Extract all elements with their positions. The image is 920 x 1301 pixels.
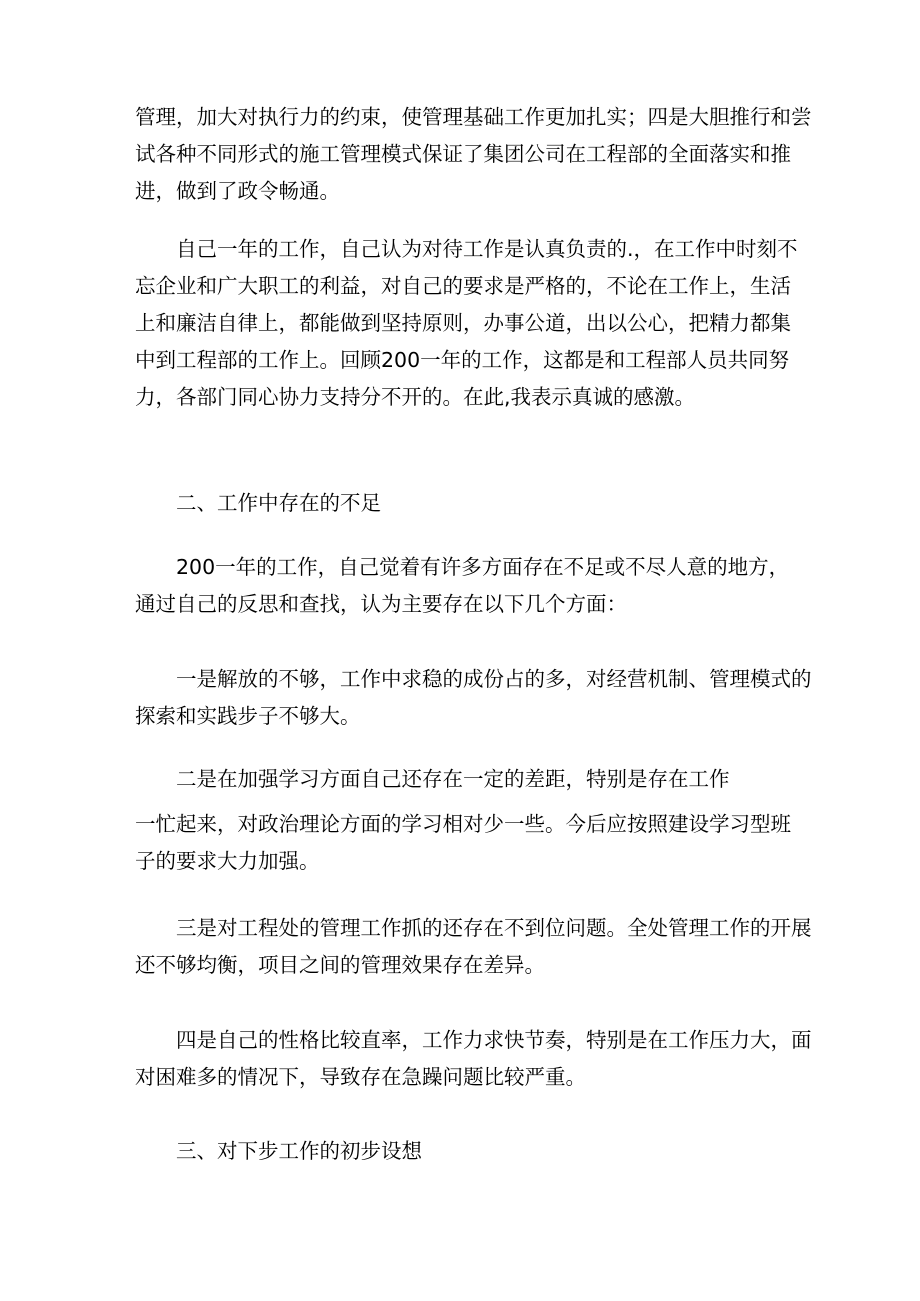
text-line: 一是解放的不够，工作中求稳的成份占的多，对经营机制、管理模式的 xyxy=(176,667,812,691)
text-line: 力，各部门同心协力支持分不开的。在此,我表示真诚的感激。 xyxy=(135,385,696,409)
paragraph-point-two xyxy=(135,761,795,880)
heading-line: 二、工作中存在的不足 xyxy=(176,491,381,515)
text-line: 三是对工程处的管理工作抓的还存在不到位问题。全处管理工作的开展 xyxy=(176,916,812,940)
text-line: 进，做到了政令畅通。 xyxy=(135,179,340,203)
text-line: 上和廉洁自律上，都能做到坚持原则，办事公道，出以公心，把精力都集 xyxy=(135,311,791,335)
text-line: 还不够均衡，项目之间的管理效果存在差异。 xyxy=(135,953,545,977)
paragraph-point-one xyxy=(135,661,812,735)
text-line: 自己一年的工作，自己认为对待工作是认真负责的.，在工作中时刻不 xyxy=(176,237,798,261)
section-heading-next-steps xyxy=(135,1133,795,1170)
text-line: 四是自己的性格比较直率，工作力求快节奏，特别是在工作压力大，面 xyxy=(176,1028,812,1052)
text-line: 通过自己的反思和查找，认为主要存在以下几个方面： xyxy=(135,592,627,616)
text-line: 管理，加大对执行力的约束，使管理基础工作更加扎实；四是大胆推行和尝 xyxy=(135,105,812,129)
text-line: 一忙起来，对政治理论方面的学习相对少一些。今后应按照建设学习型班 xyxy=(135,812,791,836)
heading-line: 三、对下步工作的初步设想 xyxy=(176,1139,422,1163)
text-line: 200一年的工作，自己觉着有许多方面存在不足或不尽人意的地方， xyxy=(176,555,790,579)
text-line: 探索和实践步子不够大。 xyxy=(135,704,361,728)
text-line: 二是在加强学习方面自己还存在一定的差距，特别是存在工作 xyxy=(176,767,730,791)
text-line: 子的要求大力加强。 xyxy=(135,849,320,873)
paragraph-self-assessment xyxy=(135,231,798,416)
paragraph-management-summary xyxy=(135,99,812,210)
text-line: 忘企业和广大职工的利益，对自己的要求是严格的，不论在工作上，生活 xyxy=(135,274,791,298)
paragraph-point-four xyxy=(135,1022,812,1096)
text-line: 试各种不同形式的施工管理模式保证了集团公司在工程部的全面落实和推 xyxy=(135,142,791,166)
section-heading-shortcomings xyxy=(135,485,795,522)
paragraph-point-three xyxy=(135,910,812,984)
text-line: 对困难多的情况下，导致存在急躁问题比较严重。 xyxy=(135,1065,586,1089)
paragraph-shortcomings-intro xyxy=(135,549,795,623)
text-line: 中到工程部的工作上。回顾200一年的工作，这都是和工程部人员共同努 xyxy=(135,348,790,372)
